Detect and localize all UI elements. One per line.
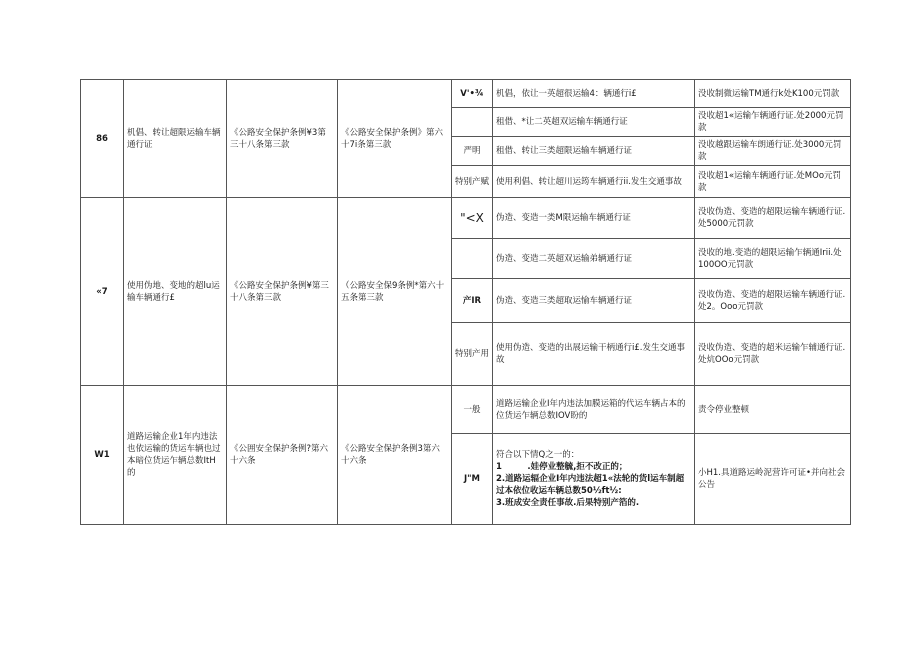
violation-condition: 伪造、变造二英超双运输弟辆通行证 [493,239,695,279]
item-number: 86 [81,80,124,198]
violation-behavior: 使用伪地、变地的超lu运输车辆通行£ [124,198,227,386]
penalty-standard: 小H1.具道路运岭泥营许可证•并向社会公告 [695,434,851,525]
violation-condition: 伪造、变造三类超取运愉车辆通行证 [493,279,695,323]
penalty-basis: 《公路安全保护条例》第六十7i条第三款 [338,80,452,198]
violation-condition: 机倡，依让一英超很运输4：辆通行i£ [493,80,695,108]
condition-line: 2.道路运辐企业I年内违法超1«法轮的货l运车制超过本依位收运车辆总数50½ft½: [496,474,685,496]
severity-level: 特别产赋 [452,166,493,198]
severity-level: J"M [452,434,493,525]
penalty-standard: 没收超1«运输车辆通行证.处MOo元罚款 [695,166,851,198]
violation-behavior: 机倡、转让超限运输车辆通行证 [124,80,227,198]
severity-level: 产IR [452,279,493,323]
condition-line: 3.班成安全责任事故.后果特别产箔的. [496,498,640,508]
item-number: «7 [81,198,124,386]
severity-level [452,239,493,279]
penalty-standards-table [80,79,851,525]
condition-line: 符合以下情Q之一的： [496,450,580,460]
severity-level [452,108,493,137]
severity-level: 特别产用 [452,323,493,386]
violation-behavior: 道路运输企业1年内违法也依运输的货运车辆也过本暗位货运乍辆总数ItH的 [124,386,227,525]
legal-basis: 《公路安全保护条例¥第三十八条第三款 [227,198,338,386]
penalty-standard: 没收伪造、变造的超限运输车辆通行证.处2。Ooo元罚款 [695,279,851,323]
violation-condition: 租借、*让二英超双运输车辆通行证 [493,108,695,137]
violation-condition: 使用利倡、转让超川运筠车辆通行ii.发生交通事故 [493,166,695,198]
condition-line: 1 .娃停业整毓,拒不改正的； [496,462,628,472]
penalty-basis: （公路安全保9条例*第六十五条第三款 [338,198,452,386]
penalty-standard: 没收伪造、变造的超限运输车辆通行证.处5000元罚款 [695,198,851,239]
penalty-basis: 《公路安全保护条例3第六十六条 [338,386,452,525]
legal-basis: 《公囲安全保护条例?第六十六条 [227,386,338,525]
table-row [81,198,851,239]
severity-level: 一般 [452,386,493,434]
violation-condition: 使用伪造、变造的出展运输干柄通行i£.发生交通事故 [493,323,695,386]
violation-condition: 道路运输企业I年内违法加膜运箱的代运车辆占本的位货运乍辆总数IOV盼的 [493,386,695,434]
violation-condition [493,434,695,525]
violation-condition: 租借、转让三类超限运输车辆通行证 [493,137,695,166]
item-number: W1 [81,386,124,525]
table-row [81,386,851,434]
penalty-standard: 责令停业整顿 [695,386,851,434]
penalty-standard: 没收越跟运输车朗通行证.处3000元罚款 [695,137,851,166]
violation-condition: 伪造、变造一类M限运输车辆通行证 [493,198,695,239]
severity-level: 严明 [452,137,493,166]
penalty-standard: 没收伪造、变造的超米运输乍辅通行证.处炕OOo元罚款 [695,323,851,386]
severity-level: "<X [452,198,493,239]
penalty-standard: 没收超1«运输乍辆通行证.处2000元罚款 [695,108,851,137]
penalty-standard: 没收制微运输TM通行k处K100元罚款 [695,80,851,108]
table-row [81,80,851,108]
legal-basis: 《公路安全保护条例¥3第三十八条第三款 [227,80,338,198]
penalty-standard: 没收的地.变造的超限运输乍辆通Irii.处100OO元罚款 [695,239,851,279]
severity-level: V'•¾ [452,80,493,108]
